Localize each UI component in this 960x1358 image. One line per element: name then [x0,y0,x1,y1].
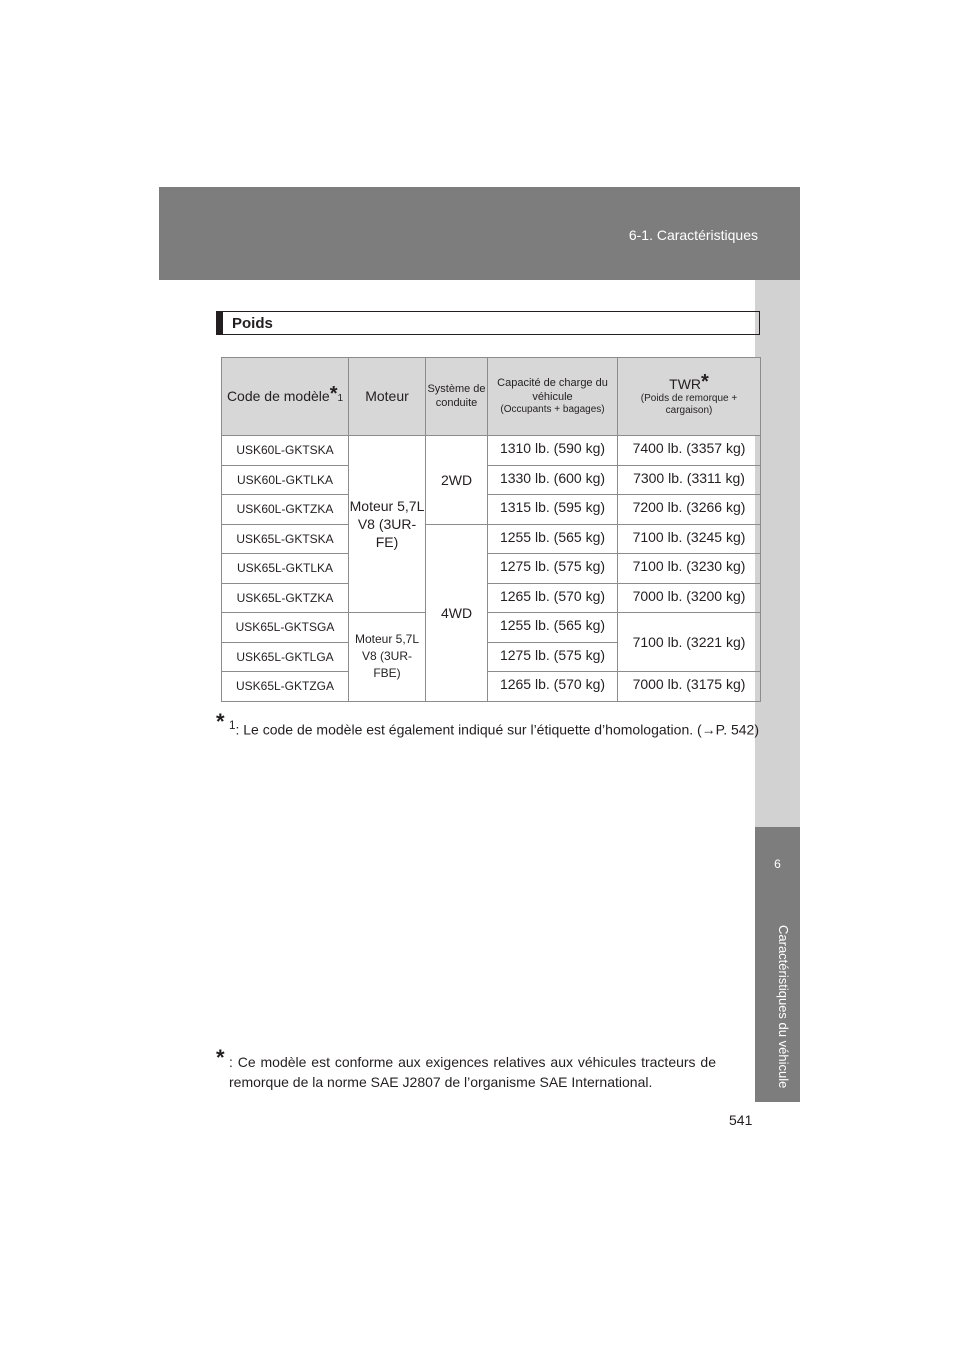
page-number: 541 [729,1112,753,1128]
table-row: USK65L-GKTLGA 1275 lb. (575 kg) [222,642,761,672]
drive-cell-2wd: 2WD [426,436,488,525]
chapter-number: 6 [774,857,781,871]
table-row: USK65L-GKTLKA 1275 lb. (575 kg) 7100 lb. (3230 kg) [222,554,761,584]
table-row: USK60L-GKTSKA Moteur 5,7L V8 (3UR-FE) 2WD 1310 lb. (590 kg) 7400 lb. (3357 kg) [222,436,761,466]
asterisk-icon: * [216,709,225,734]
asterisk-icon: * [216,1045,225,1070]
footnote-twr: * : Ce modèle est conforme aux exigences relatives aux véhicules tracteurs de remorque de la norme SAE J2807 de l’organisme SAE International. [216,1045,716,1090]
engine-cell-fe: Moteur 5,7L V8 (3UR-FE) [349,436,426,613]
asterisk-icon: * [329,383,338,405]
section-breadcrumb: 6-1. Caractéristiques [628,227,758,243]
drive-cell-4wd: 4WD [426,524,488,701]
table-row: USK65L-GKTSGA Moteur 5,7L V8 (3UR-FBE) 1255 lb. (565 kg) 7100 lb. (3221 kg) [222,613,761,643]
asterisk-icon: * [701,371,709,394]
header-band [159,187,800,280]
table-header-row [222,358,761,436]
header-engine: Moteur [349,358,426,436]
heading-bar [217,312,223,334]
section-title: Poids [232,315,273,332]
header-code: Code de modèle*1 [222,358,349,436]
header-drive-system: Système de conduite [426,358,488,436]
table-row: USK65L-GKTZGA 1265 lb. (570 kg) 7000 lb. (3175 kg) [222,672,761,702]
table-row: USK65L-GKTZKA 1265 lb. (570 kg) 7000 lb. (3200 kg) [222,583,761,613]
table-row: USK60L-GKTZKA 1315 lb. (595 kg) 7200 lb. (3266 kg) [222,495,761,525]
table-row: USK60L-GKTLKA 1330 lb. (600 kg) 7300 lb. (3311 kg) [222,465,761,495]
section-heading [216,311,760,335]
chapter-tab [755,827,800,1102]
engine-cell-fbe: Moteur 5,7L V8 (3UR-FBE) [349,613,426,702]
header-twr: TWR* (Poids de remorque + cargaison) [618,358,761,436]
side-tab-strip [755,280,800,827]
weight-table [221,357,761,702]
footnote-model-code: * $^1$: Le code de modèle est également indiqué sur l’étiquette d’homologation. (→P. 542) [216,709,760,738]
header-capacity: Capacité de charge du véhicule (Occupants + bagages) [488,358,618,436]
table-row: USK65L-GKTSKA 4WD 1255 lb. (565 kg) 7100 lb. (3245 kg) [222,524,761,554]
chapter-label: Caractéristiques du véhicule [776,925,791,1089]
